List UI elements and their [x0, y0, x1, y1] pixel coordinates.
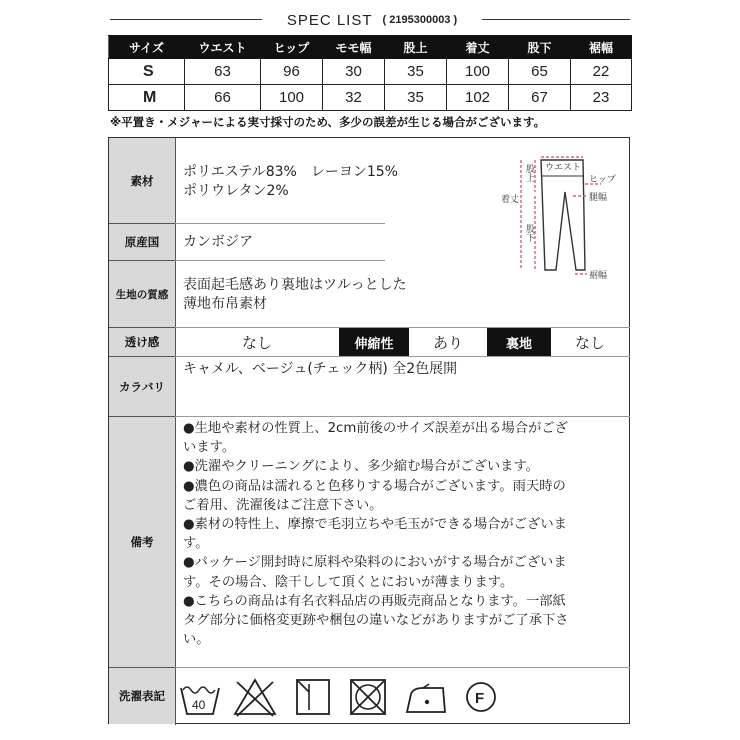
table-cell: 32 — [323, 85, 385, 111]
col-length: 着丈 — [447, 36, 509, 59]
dry-clean-f-icon — [467, 683, 495, 711]
col-hem: 裾幅 — [571, 36, 632, 59]
origin-label: 原産国 — [109, 224, 175, 261]
remark-line: ●濃色の商品は濡れると色移りする場合がございます。雨天時の — [183, 478, 566, 494]
remarks-label: 備考 — [109, 417, 175, 668]
remark-line: い。 — [183, 632, 210, 648]
inseam-text: 股下 — [524, 224, 534, 242]
col-rise: 股上 — [385, 36, 447, 59]
table-cell: 66 — [185, 85, 261, 111]
table-cell: 35 — [385, 59, 447, 85]
remark-line: ●パッケージ開封時に原料や染料のにおいがする場合がございま — [183, 555, 567, 571]
table-cell: 96 — [261, 59, 323, 85]
table-row — [109, 85, 632, 111]
table-cell: 23 — [571, 85, 632, 111]
color-variation-label: カラバリ — [109, 357, 175, 417]
table-cell: 100 — [447, 59, 509, 85]
material-value-line1: ポリエステル83% レーヨン15% — [183, 164, 398, 180]
size-table-header — [109, 36, 632, 59]
col-hip: ヒップ — [261, 36, 323, 59]
lining-value: なし — [574, 333, 605, 352]
title-text: SPEC LIST — [286, 11, 373, 29]
row-divider — [175, 416, 630, 417]
measurement-note: ※平置き・メジャーによる実寸採寸のため、多少の誤差が生じる場合がございます。 — [110, 115, 546, 129]
material-value-line2: ポリウレタン2% — [183, 183, 289, 199]
waist-text: ウエスト — [545, 163, 582, 173]
texture-value-line2: 薄地布帛素材 — [183, 296, 267, 312]
dry-clean-text: F — [475, 690, 485, 707]
remark-line: タグ部分に価格変更跡や梱包の違いなどがありますがご了承下さ — [183, 613, 569, 629]
remark-line: ●生地や素材の性質上、2cm前後のサイズ誤差が出る場合がござ — [183, 421, 568, 436]
col-waist: ウエスト — [185, 36, 261, 59]
size-cell: M — [109, 85, 185, 111]
label-divider — [175, 138, 176, 725]
header-rule-right — [474, 19, 630, 20]
size-table — [108, 35, 632, 111]
length-text: 着丈 — [501, 195, 520, 205]
table-cell: 30 — [323, 59, 385, 85]
remark-line: ●洗濯やクリーニングにより、多少縮む場合がございます。 — [183, 459, 539, 475]
table-row — [109, 59, 632, 85]
hip-text: ヒップ — [589, 175, 616, 185]
color-variation-value: キャメル、ベージュ(チェック柄) 全2色展開 — [183, 361, 458, 377]
rise-text: 股上 — [524, 164, 534, 182]
col-inseam: 股下 — [509, 36, 571, 59]
col-thigh: モモ幅 — [323, 36, 385, 59]
wash-tub-40-icon — [181, 687, 219, 714]
material-label: 素材 — [109, 138, 175, 224]
header-rule-left — [110, 19, 270, 20]
lining-label: 裏地 — [487, 328, 551, 356]
remark-line: す。その場合、陰干しして頂くとにおいが薄まります。 — [183, 574, 514, 590]
remark-line: います。 — [183, 440, 236, 456]
table-cell: 22 — [571, 59, 632, 85]
texture-value-line1: 表面起毛感あり裏地はツルっとした — [183, 277, 407, 293]
stretch-label: 伸縮性 — [339, 328, 409, 356]
hem-text: 裾幅 — [589, 271, 608, 281]
table-cell: 63 — [185, 59, 261, 85]
table-cell: 102 — [447, 85, 509, 111]
wash-temp-text: 40 — [192, 698, 206, 712]
thigh-text: 腿幅 — [589, 193, 608, 203]
spec-panel — [108, 137, 630, 724]
pants-measurement-diagram — [501, 152, 627, 288]
row-divider — [175, 223, 385, 224]
product-code: ( 2195300003 ) — [382, 14, 458, 26]
remark-line: す。 — [183, 536, 209, 552]
row-divider — [175, 260, 385, 261]
iron-low-icon — [407, 684, 445, 712]
remark-line: ●素材の特性上、摩擦で毛羽立ちや毛玉ができる場合がございま — [183, 517, 567, 533]
spec-list-title — [262, 8, 482, 32]
texture-label: 生地の質感 — [109, 261, 175, 328]
line-dry-shade-icon — [297, 680, 329, 714]
remarks-list — [183, 419, 625, 649]
col-size: サイズ — [109, 36, 185, 59]
no-bleach-icon — [235, 680, 275, 716]
table-cell: 67 — [509, 85, 571, 111]
no-tumble-dry-icon — [351, 680, 385, 714]
sheer-value: なし — [241, 333, 272, 352]
row-divider — [175, 356, 630, 357]
size-cell: S — [109, 59, 185, 85]
care-label: 洗濯表記 — [109, 668, 175, 724]
care-symbols — [175, 668, 629, 724]
sheer-label: 透け感 — [109, 328, 175, 357]
remark-line: ご着用、洗濯後はご注意下さい。 — [183, 497, 383, 513]
stretch-value: あり — [432, 333, 463, 352]
origin-value: カンボジア — [183, 234, 253, 250]
table-cell: 100 — [261, 85, 323, 111]
remark-line: ●こちらの商品は有名衣料品店の再販売商品となります。一部紙 — [183, 593, 566, 609]
table-cell: 65 — [509, 59, 571, 85]
table-cell: 35 — [385, 85, 447, 111]
